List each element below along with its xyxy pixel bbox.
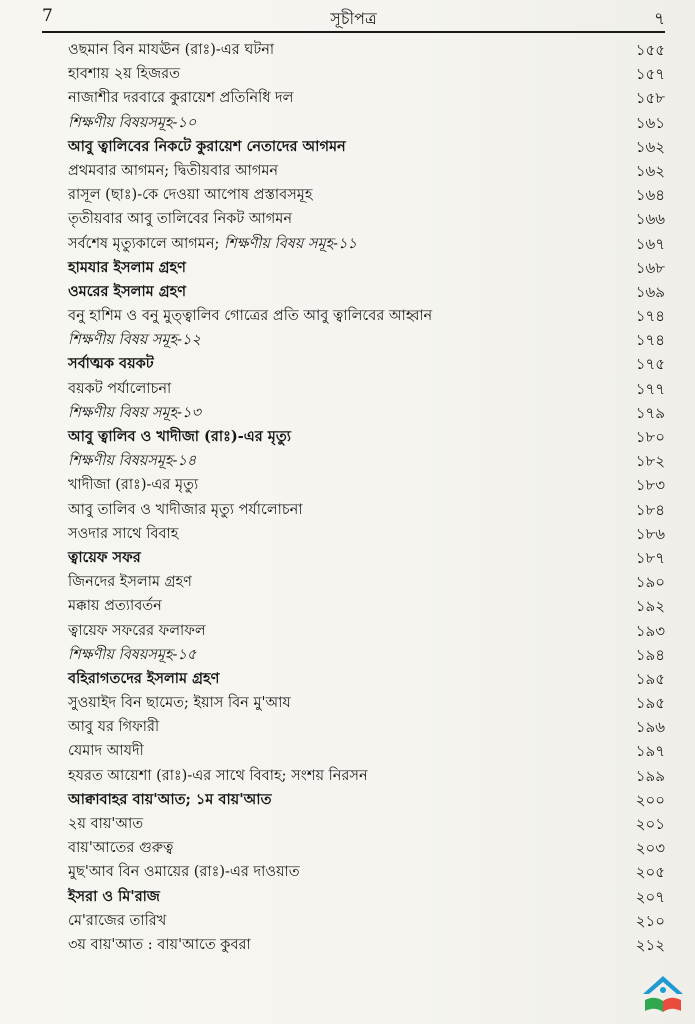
toc-entry-title [68,207,292,231]
toc-entry-page-number: ১৭৯ [635,403,665,422]
toc-entry-text: শিক্ষণীয় বিষয়সমূহ-১৫ [68,646,197,663]
toc-entry-page-number: ১৫৫ [635,41,665,59]
toc-entry-italic-text: শিক্ষণীয় বিষয় সমূহ-১১ [224,235,357,252]
toc-entry-title [68,570,192,594]
toc-entry-text: আক্বাবাহর বায়'আত; ১ম বায়'আত [68,790,272,808]
toc-entry-title [68,643,196,667]
page-header [42,4,665,34]
toc-entry-title [68,38,274,62]
toc-entry-title [68,232,357,256]
toc-entry-page-number: ২০৭ [635,887,665,906]
toc-entry-text: শিক্ষণীয় বিষয়সমূহ-১৪ [68,453,197,470]
toc-entry [68,594,665,618]
toc-entry-title [68,691,291,715]
toc-entry-page-number: ২০১ [635,815,665,833]
toc-entry-text: আবু ত্বালিবের নিকটে কুরায়েশ নেতাদের আগমন [68,137,346,155]
toc-entry-title [68,619,206,643]
toc-entry [68,860,665,884]
toc-entry-text: আবু তালিব ও খাদীজার মৃত্যু পর্যালোচনা [68,501,303,518]
toc-entry-page-number: ২১২ [635,935,665,954]
toc-entry-page-number: ১৭৪ [635,331,665,350]
toc-entry [68,739,665,763]
toc-entry-page-number: ১৬২ [635,137,665,156]
toc-entry [68,377,665,401]
toc-entry-text: শিক্ষণীয় বিষয় সমূহ-১৩ [68,404,201,421]
toc-entry-title [68,328,201,352]
toc-entry-page-number: ১৯৯ [635,766,665,785]
toc-entry-page-number: ২০০ [635,790,665,809]
toc-entry-page-number: ১৮৭ [635,548,665,567]
toc-entry [68,909,665,933]
toc-entry-text: তৃতীয়বার আবু তালিবের নিকট আগমন [68,211,292,228]
toc-entry-page-number: ১৯২ [635,597,665,616]
toc-entry [68,159,665,183]
toc-entry-page-number: ১৯৭ [635,742,665,761]
toc-entry [68,425,665,449]
toc-entry-text: ত্বায়েফ সফর [68,548,141,566]
toc-entry [68,256,665,280]
toc-entry-text: জিনদের ইসলাম গ্রহণ [68,574,192,591]
toc-entry [68,111,665,135]
toc-entry-text: ওমরের ইসলাম গ্রহণ [68,282,187,300]
toc-entry-text: আবু ত্বালিব ও খাদীজা (রাঃ)-এর মৃত্যু [68,428,291,445]
toc-entry-title [68,764,368,788]
toc-entry [68,546,665,570]
toc-entry-title [68,135,346,159]
toc-entry-page-number: ২০৩ [635,839,665,858]
page-number-bengali: ৭ [653,9,665,29]
toc-entry-text: মে'রাজের তারিখ [68,912,167,929]
toc-entry-page-number: ১৯৪ [635,645,665,664]
toc-entry-title [68,885,160,909]
toc-entry [68,812,665,836]
toc-entry-title [68,546,141,570]
toc-entry-title [68,280,186,304]
toc-entry-title [68,812,143,836]
toc-entry-page-number: ১৬৮ [635,258,665,277]
toc-entry [68,352,665,376]
toc-entry [68,232,665,256]
toc-entry-text: হযরত আয়েশা (রাঃ)-এর সাথে বিবাহ; সংশয় নিরসন [68,767,368,784]
toc-entry-title [68,159,278,183]
toc-entry [68,498,665,522]
toc-entry-page-number: ১৫৭ [635,65,665,84]
toc-entry-title [68,377,171,401]
toc-entry [68,933,665,957]
toc-entry-text: যেমাদ আযদী [68,743,144,760]
toc-entry-page-number: ১৫৮ [635,89,665,108]
toc-entry-text: নাজাশীর দরবারে কুরায়েশ প্রতিনিধি দল [68,90,294,107]
toc-entry-page-number: ১৮২ [635,452,665,471]
toc-entry-page-number: ১৬৬ [635,210,665,229]
toc-entry-title [68,473,198,497]
toc-entry-page-number: ১৯৬ [635,718,665,737]
toc-entry [68,304,665,328]
toc-entry-title [68,522,178,546]
toc-entry-title [68,933,251,957]
toc-entry [68,401,665,425]
toc-entry [68,836,665,860]
toc-entry-text: বহিরাগতদের ইসলাম গ্রহণ [68,669,220,687]
toc-entry-title [68,425,291,449]
toc-entry-text: শিক্ষণীয় বিষয়সমূহ-১০ [68,114,197,131]
toc-entry-title [68,86,293,110]
toc-entry-title [68,449,196,473]
toc-entry-text: ৩য় বায়'আত : বায়'আতে কুবরা [68,936,251,953]
toc-entry-page-number: ১৬২ [635,161,665,180]
toc-entry-page-number: ১৭৪ [635,307,665,326]
page-title: সূচীপত্র [330,9,377,28]
toc-entry [68,570,665,594]
toc-entry-title [68,183,312,207]
toc-entry-text: ওছমান বিন মাযঊন (রাঃ)-এর ঘটনা [68,42,275,58]
toc-entry-page-number: ১৮৬ [635,524,665,543]
toc-entry-text: বনু হাশিম ও বনু মুত্ত্বালিব গোত্রের প্রতি আবু ত্বালিবের আহ্বান [68,308,433,325]
toc-entry-title [68,594,162,618]
book-house-logo-icon [637,968,689,1018]
page-number-latin: 7 [42,6,53,26]
toc-entry-text: হাবশায় ২য় হিজরত [68,66,180,83]
toc-entry-text: সুওয়াইদ বিন ছামেত; ইয়াস বিন মু'আয [68,695,291,712]
toc-entry-text: ২য় বায়'আত [68,816,144,832]
toc-entry-text: প্রথমবার আগমন; দ্বিতীয়বার আগমন [68,162,279,179]
toc-entry-page-number: ১৮৩ [635,476,665,495]
toc-entry-title [68,836,173,860]
toc-entry [68,667,665,691]
toc-entry-text: আবু যর গিফারী [68,719,160,736]
toc-entry-text: মুছ'আব বিন ওমায়ের (রাঃ)-এর দাওয়াত [68,864,300,881]
toc-entry-text: রাসূল (ছাঃ)-কে দেওয়া আপোষ প্রস্তাবসমূহ [68,187,313,204]
toc-entry [68,280,665,304]
toc-entry-page-number: ১৯০ [635,573,665,592]
toc-entry [68,715,665,739]
toc-entry-title [68,111,196,135]
toc-entry-page-number: ১৬১ [635,113,665,132]
toc-entry-page-number: ১৯৩ [635,621,665,640]
toc-entry-page-number: ১৯৫ [635,669,665,688]
toc-entry [68,619,665,643]
toc-entry [68,691,665,715]
toc-entry-text: মক্কায় প্রত্যাবর্তন [68,598,162,615]
toc-entry-page-number: ১৬৪ [635,186,665,205]
toc-entry [68,207,665,231]
toc-entry-text: খাদীজা (রাঃ)-এর মৃত্যু [68,477,199,494]
toc-entry-text: হামযার ইসলাম গ্রহণ [68,258,186,276]
toc-entry-text: সর্বাত্মক বয়কট [68,355,154,373]
toc-entry-title [68,498,303,522]
toc-entry [68,328,665,352]
toc-entry-title [68,715,159,739]
toc-entry [68,62,665,86]
toc-entry-title [68,256,186,280]
toc-entry [68,473,665,497]
toc-entry [68,522,665,546]
toc-entry-title [68,62,180,86]
toc-entry-title [68,909,166,933]
toc-entry [68,885,665,909]
toc-entry [68,764,665,788]
toc-entry [68,449,665,473]
toc-entry [68,183,665,207]
toc-entry [68,135,665,159]
toc-entry-title [68,304,432,328]
toc-entry-text: সর্বশেষ মৃত্যুকালে আগমন; [68,235,225,252]
toc-entry-text: ত্বায়েফ সফরের ফলাফল [68,622,206,639]
toc-entry-page-number: ১৮০ [635,428,665,446]
toc-entry-text: বয়কট পর্যালোচনা [68,380,172,397]
toc-entry-title [68,739,144,763]
toc-entry-page-number: ১৭৫ [635,355,665,374]
toc-entry-title [68,860,300,884]
toc-entry-title [68,352,154,376]
toc-entry [68,38,665,62]
table-of-contents [68,38,665,957]
toc-entry-text: শিক্ষণীয় বিষয় সমূহ-১২ [68,332,201,349]
toc-entry-page-number: ২১০ [635,911,665,930]
toc-entry-text: বায়'আতের গুরুত্ব [68,840,174,857]
toc-entry-text: ইসরা ও মি'রাজ [68,887,160,905]
toc-entry-page-number: ১৬৭ [635,234,665,253]
toc-entry-title [68,667,219,691]
header-divider [42,31,665,33]
toc-entry-page-number: ১৯৫ [635,694,665,713]
toc-entry-page-number: ১৭৭ [635,379,665,398]
toc-entry-title [68,788,271,812]
toc-entry-page-number: ১৬৯ [635,282,665,301]
toc-entry [68,86,665,110]
toc-entry-text: সওদার সাথে বিবাহ [68,525,179,542]
toc-entry [68,643,665,667]
toc-entry-page-number: ২০৫ [635,863,665,882]
toc-entry [68,788,665,812]
toc-entry-title [68,401,201,425]
toc-entry-page-number: ১৮৪ [635,500,665,519]
